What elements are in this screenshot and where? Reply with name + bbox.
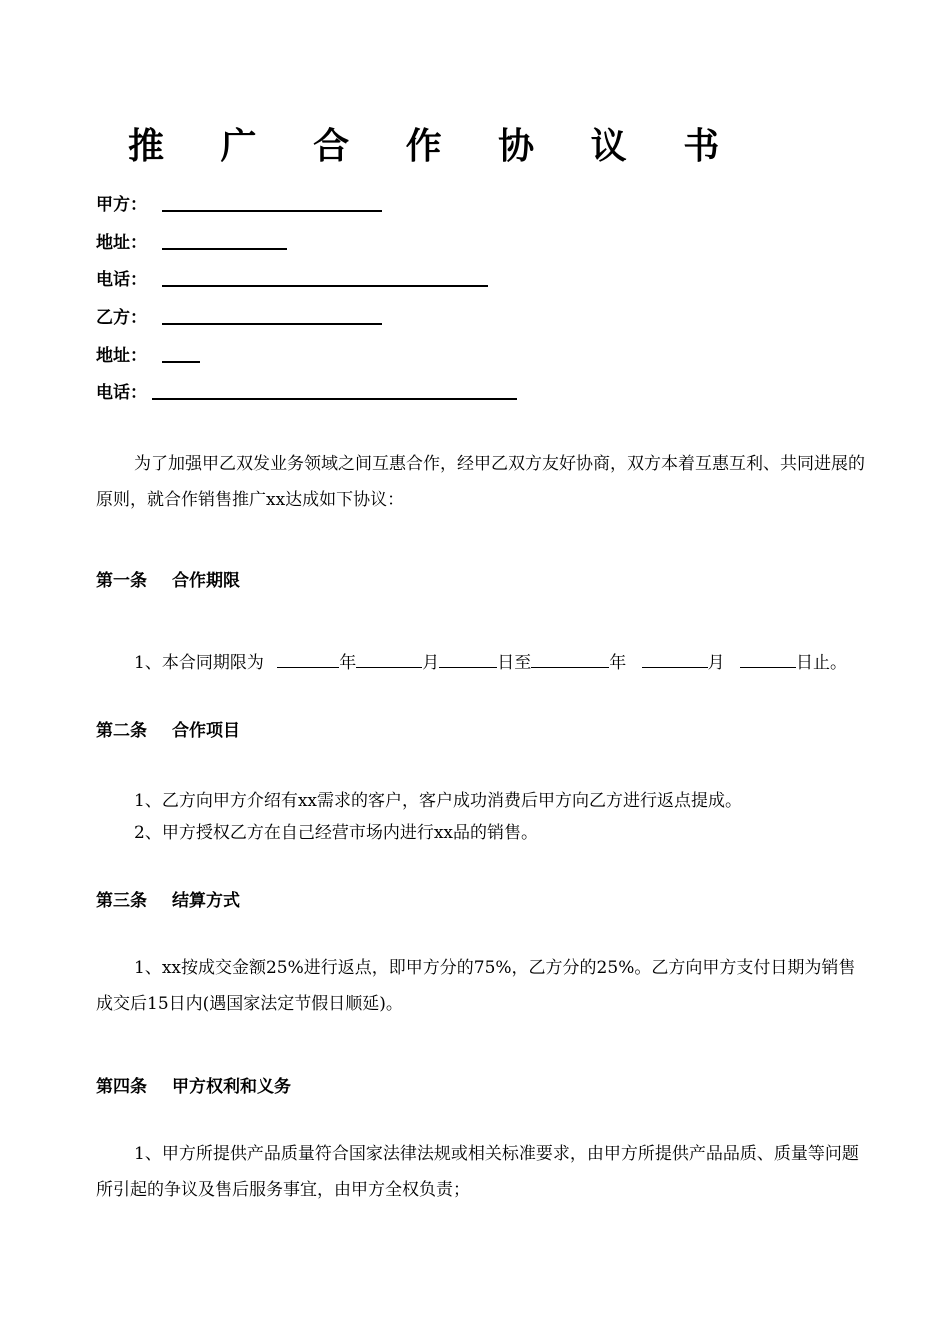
start-month-blank (356, 651, 422, 668)
article-4-item-1: 1、甲方所提供产品质量符合国家法律法规或相关标准要求，由甲方所提供产品品质、质量等问题所引起的争议及售后服务事宜，由甲方全权负责； (96, 1144, 859, 1200)
party-b-field (96, 303, 147, 329)
term-month-1: 月 (422, 653, 440, 673)
article-3-number: 第三条 (96, 891, 147, 911)
address-a-label: 地址： (96, 233, 147, 253)
article-3-heading (96, 886, 240, 911)
article-3-title: 结算方式 (172, 891, 240, 911)
address-b-blank (162, 361, 200, 363)
term-year-2: 年 (609, 653, 627, 673)
party-a-blank (162, 210, 382, 212)
end-month-blank (642, 651, 708, 668)
article-2-heading (96, 716, 240, 741)
article-1-heading (96, 566, 240, 591)
party-a-field (96, 190, 147, 216)
phone-b-label: 电话： (96, 383, 147, 403)
article-2-number: 第二条 (96, 721, 147, 741)
article-1-title: 合作期限 (172, 571, 240, 591)
term-prefix: 1、本合同期限为 (134, 653, 264, 673)
end-year-blank (531, 651, 609, 668)
party-b-blank (162, 323, 382, 325)
article-1-term-item (134, 648, 847, 673)
article-2-item-2: 2、甲方授权乙方在自己经营市场内进行xx品的销售。 (134, 823, 538, 843)
article-4-title: 甲方权利和义务 (172, 1077, 291, 1097)
article-4-heading (96, 1072, 291, 1097)
end-day-blank (740, 651, 796, 668)
address-a-blank (162, 248, 287, 250)
phone-a-label: 电话： (96, 270, 147, 290)
address-a-field (96, 228, 147, 254)
intro-paragraph: 为了加强甲乙双发业务领域之间互惠合作，经甲乙双方友好协商，双方本着互惠互利、共同进展的原则，就合作销售推广xx达成如下协议： (96, 454, 865, 510)
term-year-1: 年 (339, 653, 357, 673)
phone-b-blank (152, 398, 517, 400)
article-2-title: 合作项目 (172, 721, 240, 741)
address-b-label: 地址： (96, 346, 147, 366)
address-b-field (96, 341, 147, 367)
start-day-blank (439, 651, 497, 668)
party-a-label: 甲方： (96, 195, 147, 215)
article-1-number: 第一条 (96, 571, 147, 591)
term-end: 日止。 (796, 653, 848, 673)
article-3-item-1: 1、xx按成交金额25%进行返点，即甲方分的75%，乙方分的25%。乙方向甲方支付日期为销售成交后15日内(遇国家法定节假日顺延)。 (96, 958, 856, 1014)
party-b-label: 乙方： (96, 308, 147, 328)
start-year-blank (277, 651, 339, 668)
term-day-to: 日至 (497, 653, 532, 673)
phone-b-field (96, 378, 147, 404)
term-month-2: 月 (707, 653, 725, 673)
article-4-number: 第四条 (96, 1077, 147, 1097)
phone-a-blank (162, 285, 488, 287)
document-title: 推 广 合 作 协 议 书 (128, 126, 742, 167)
phone-a-field (96, 265, 147, 291)
article-2-item-1: 1、乙方向甲方介绍有xx需求的客户，客户成功消费后甲方向乙方进行返点提成。 (134, 791, 742, 811)
